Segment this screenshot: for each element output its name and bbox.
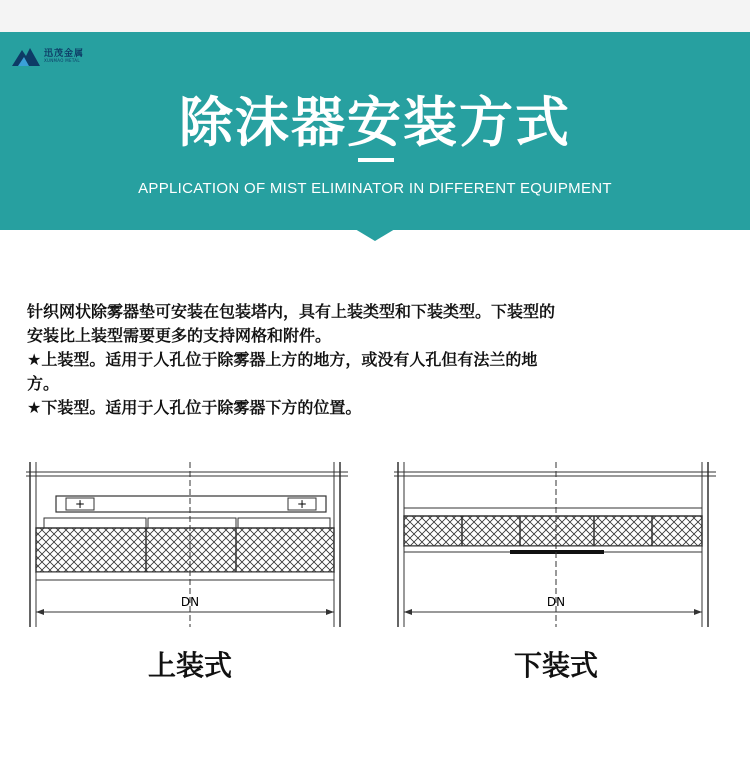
mesh-pad — [404, 516, 702, 546]
top-support-beam — [56, 496, 326, 512]
dn-label: DN — [180, 595, 200, 609]
logo-brand-cn: 迅茂金属 — [44, 48, 85, 59]
header-banner — [0, 32, 750, 230]
logo-brand-en: XUNMAO METAL — [44, 57, 80, 63]
bottom-mount-diagram — [390, 462, 730, 632]
caption-bottom-mount: 下装式 — [513, 649, 598, 682]
banner-notch — [355, 229, 395, 241]
plus-marker-right: + — [296, 497, 308, 511]
top-strip — [0, 0, 750, 32]
description-line: ★下装型。适用于人孔位于除雾器下方的位置。 — [27, 398, 362, 417]
top-mount-diagram — [22, 462, 362, 632]
caption-top-mount: 上装式 — [147, 649, 232, 682]
title-divider — [358, 158, 394, 162]
page-title: 除沫器安装方式 — [179, 91, 571, 154]
brand-logo — [12, 46, 84, 66]
page-subtitle: APPLICATION OF MIST ELIMINATOR IN DIFFERENT EQUIPMENT — [138, 180, 612, 197]
description-line: 针织网状除雾器垫可安装在包装塔内，具有上装类型和下装类型。下装型的 — [27, 302, 556, 321]
top-support-grid — [404, 508, 702, 516]
logo-mountain-icon — [12, 46, 40, 66]
plus-marker-left: + — [74, 497, 86, 511]
bottom-support-bar — [510, 550, 604, 554]
dn-label: DN — [546, 595, 566, 609]
description — [27, 300, 727, 420]
description-line: ★上装型。适用于人孔位于除雾器上方的地方，或没有人孔但有法兰的地 — [27, 350, 538, 369]
description-line: 方。 — [27, 374, 60, 393]
description-line: 安装比上装型需要更多的支持网格和附件。 — [27, 326, 332, 345]
mesh-pad — [36, 528, 334, 572]
